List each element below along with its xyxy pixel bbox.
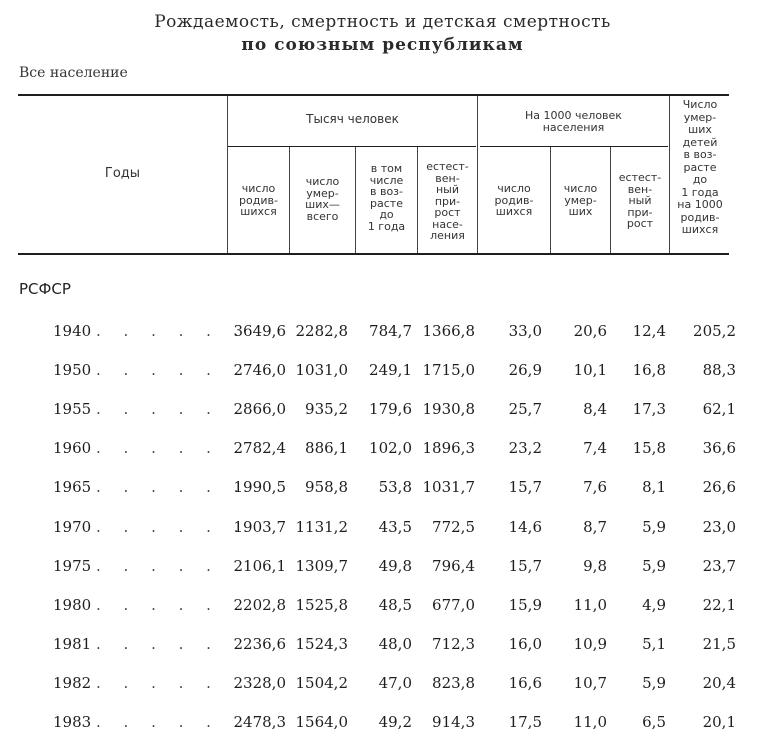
table-cell: 16,0 bbox=[508, 634, 542, 653]
leader-dots: . . . . . . bbox=[96, 400, 248, 419]
table-cell: 886,1 bbox=[305, 439, 348, 458]
table-cell: 8,1 bbox=[642, 478, 666, 497]
table-cell: 958,8 bbox=[305, 478, 348, 497]
table-cell: 102,0 bbox=[369, 439, 412, 458]
group-header-rule-1 bbox=[228, 146, 476, 147]
table-row bbox=[0, 596, 765, 620]
header-infant-mortality: Число умер- ших детей в воз- расте до 1 года на 1000 родив- шихся bbox=[677, 98, 723, 236]
table-cell: 1366,8 bbox=[422, 322, 475, 340]
table-cell: 48,5 bbox=[378, 595, 412, 614]
table-cell: 16,6 bbox=[508, 673, 542, 692]
leader-dots: . . . . . . bbox=[96, 713, 248, 731]
row-year: 1983 bbox=[53, 713, 92, 731]
table-cell: 7,4 bbox=[583, 439, 607, 458]
table-cell: 12,4 bbox=[632, 322, 666, 340]
table-cell: 20,4 bbox=[702, 673, 736, 692]
table-cell: 36,6 bbox=[702, 439, 736, 458]
row-year: 1965 bbox=[53, 478, 92, 497]
row-year: 1981 bbox=[53, 634, 92, 653]
table-cell: 2746,0 bbox=[233, 361, 286, 380]
leader-dots: . . . . . . bbox=[96, 517, 248, 536]
header-growth-rate: естест- вен- ный при- рост bbox=[618, 171, 662, 230]
row-year: 1982 bbox=[53, 673, 92, 692]
table-cell: 1715,0 bbox=[422, 361, 475, 380]
table-title-line2: по союзным республикам bbox=[241, 35, 524, 55]
table-cell: 1131,2 bbox=[295, 517, 348, 536]
table-row bbox=[0, 322, 765, 346]
table-cell: 15,7 bbox=[508, 478, 542, 497]
group-header-rule-2 bbox=[480, 146, 668, 147]
leader-dots: . . . . . . bbox=[96, 439, 248, 458]
table-cell: 23,0 bbox=[702, 517, 736, 536]
row-year: 1975 bbox=[53, 556, 92, 575]
header-per-1000: На 1000 человек населения bbox=[525, 109, 622, 134]
table-cell: 1031,7 bbox=[422, 478, 475, 497]
table-cell: 5,9 bbox=[642, 517, 666, 536]
table-cell: 23,7 bbox=[702, 556, 736, 575]
table-cell: 205,2 bbox=[693, 322, 736, 340]
table-cell: 712,3 bbox=[432, 634, 475, 653]
table-cell: 23,2 bbox=[508, 439, 542, 458]
table-row bbox=[0, 518, 765, 542]
table-cell: 1524,3 bbox=[295, 634, 348, 653]
table-cell: 49,8 bbox=[378, 556, 412, 575]
row-year: 1970 bbox=[53, 517, 92, 536]
header-deaths-total: число умер- ших— всего bbox=[305, 175, 340, 223]
header-bottom-rule bbox=[18, 253, 729, 255]
table-subtitle: Все население bbox=[19, 65, 128, 81]
table-cell: 2328,0 bbox=[233, 673, 286, 692]
table-cell: 823,8 bbox=[432, 673, 475, 692]
section-label: РСФСР bbox=[19, 280, 71, 298]
table-row bbox=[0, 713, 765, 737]
row-year: 1955 bbox=[53, 400, 92, 419]
table-cell: 1031,0 bbox=[295, 361, 348, 380]
header-years: Годы bbox=[104, 166, 141, 181]
table-cell: 9,8 bbox=[583, 556, 607, 575]
header-births-rate: число родив- шихся bbox=[494, 182, 534, 218]
header-deaths-infant: в том числе в воз- расте до 1 года bbox=[367, 162, 406, 233]
table-cell: 1896,3 bbox=[422, 439, 475, 458]
table-cell: 5,1 bbox=[642, 634, 666, 653]
table-cell: 1525,8 bbox=[295, 595, 348, 614]
table-cell: 8,7 bbox=[583, 517, 607, 536]
table-cell: 10,1 bbox=[573, 361, 607, 380]
table-row bbox=[0, 674, 765, 698]
table-cell: 49,2 bbox=[378, 713, 412, 731]
table-cell: 17,5 bbox=[508, 713, 542, 731]
row-year: 1940 bbox=[53, 322, 92, 340]
table-cell: 772,5 bbox=[432, 517, 475, 536]
table-cell: 43,5 bbox=[378, 517, 412, 536]
table-cell: 784,7 bbox=[369, 322, 412, 340]
table-cell: 53,8 bbox=[378, 478, 412, 497]
table-cell: 14,6 bbox=[508, 517, 542, 536]
table-cell: 1903,7 bbox=[233, 517, 286, 536]
leader-dots: . . . . . . bbox=[96, 361, 248, 380]
table-cell: 2106,1 bbox=[233, 556, 286, 575]
header-births: число родив- шихся bbox=[239, 182, 278, 218]
table-cell: 3649,6 bbox=[233, 322, 286, 340]
table-cell: 20,6 bbox=[573, 322, 607, 340]
table-cell: 4,9 bbox=[642, 595, 666, 614]
leader-dots: . . . . . . bbox=[96, 556, 248, 575]
top-rule bbox=[18, 94, 729, 96]
row-year: 1950 bbox=[53, 361, 92, 380]
table-cell: 796,4 bbox=[432, 556, 475, 575]
header-deaths-rate: число умер- ших bbox=[563, 182, 598, 218]
table-row bbox=[0, 400, 765, 424]
table-cell: 16,8 bbox=[632, 361, 666, 380]
table-cell: 10,9 bbox=[573, 634, 607, 653]
table-cell: 2478,3 bbox=[233, 713, 286, 731]
table-cell: 88,3 bbox=[702, 361, 736, 380]
table-cell: 2866,0 bbox=[233, 400, 286, 419]
table-cell: 62,1 bbox=[702, 400, 736, 419]
table-cell: 249,1 bbox=[369, 361, 412, 380]
table-cell: 2202,8 bbox=[233, 595, 286, 614]
table-cell: 10,7 bbox=[573, 673, 607, 692]
leader-dots: . . . . . . bbox=[96, 322, 248, 340]
table-cell: 5,9 bbox=[642, 673, 666, 692]
table-cell: 25,7 bbox=[508, 400, 542, 419]
table-cell: 15,9 bbox=[508, 595, 542, 614]
table-cell: 179,6 bbox=[369, 400, 412, 419]
table-cell: 6,5 bbox=[642, 713, 666, 731]
table-cell: 47,0 bbox=[378, 673, 412, 692]
row-year: 1960 bbox=[53, 439, 92, 458]
table-cell: 935,2 bbox=[305, 400, 348, 419]
table-cell: 15,7 bbox=[508, 556, 542, 575]
table-title: Рождаемость, смертность и детская смертность bbox=[154, 12, 611, 32]
header-natural-growth: естест- вен- ный при- рост насе- ления bbox=[426, 160, 469, 242]
table-cell: 33,0 bbox=[508, 322, 542, 340]
table-cell: 20,1 bbox=[702, 713, 736, 731]
table-cell: 2236,6 bbox=[233, 634, 286, 653]
table-cell: 11,0 bbox=[573, 595, 607, 614]
table-cell: 11,0 bbox=[573, 713, 607, 731]
table-cell: 1504,2 bbox=[295, 673, 348, 692]
table-row bbox=[0, 361, 765, 385]
table-row bbox=[0, 478, 765, 502]
table-cell: 15,8 bbox=[632, 439, 666, 458]
table-cell: 2282,8 bbox=[295, 322, 348, 340]
table-cell: 8,4 bbox=[583, 400, 607, 419]
table-cell: 914,3 bbox=[432, 713, 475, 731]
table-cell: 677,0 bbox=[432, 595, 475, 614]
table-row bbox=[0, 439, 765, 463]
table-row bbox=[0, 557, 765, 581]
table-cell: 7,6 bbox=[583, 478, 607, 497]
table-row bbox=[0, 635, 765, 659]
leader-dots: . . . . . . bbox=[96, 478, 248, 497]
table-cell: 1930,8 bbox=[422, 400, 475, 419]
table-cell: 17,3 bbox=[632, 400, 666, 419]
table-cell: 22,1 bbox=[702, 595, 736, 614]
table-cell: 1990,5 bbox=[233, 478, 286, 497]
header-thousands: Тысяч человек bbox=[306, 112, 399, 126]
row-year: 1980 bbox=[53, 595, 92, 614]
table-cell: 21,5 bbox=[702, 634, 736, 653]
table-cell: 1309,7 bbox=[295, 556, 348, 575]
table-cell: 26,6 bbox=[702, 478, 736, 497]
table-cell: 1564,0 bbox=[295, 713, 348, 731]
table-cell: 48,0 bbox=[378, 634, 412, 653]
leader-dots: . . . . . . bbox=[96, 595, 248, 614]
table-cell: 5,9 bbox=[642, 556, 666, 575]
table-cell: 2782,4 bbox=[233, 439, 286, 458]
table-cell: 26,9 bbox=[508, 361, 542, 380]
leader-dots: . . . . . . bbox=[96, 634, 248, 653]
leader-dots: . . . . . . bbox=[96, 673, 248, 692]
